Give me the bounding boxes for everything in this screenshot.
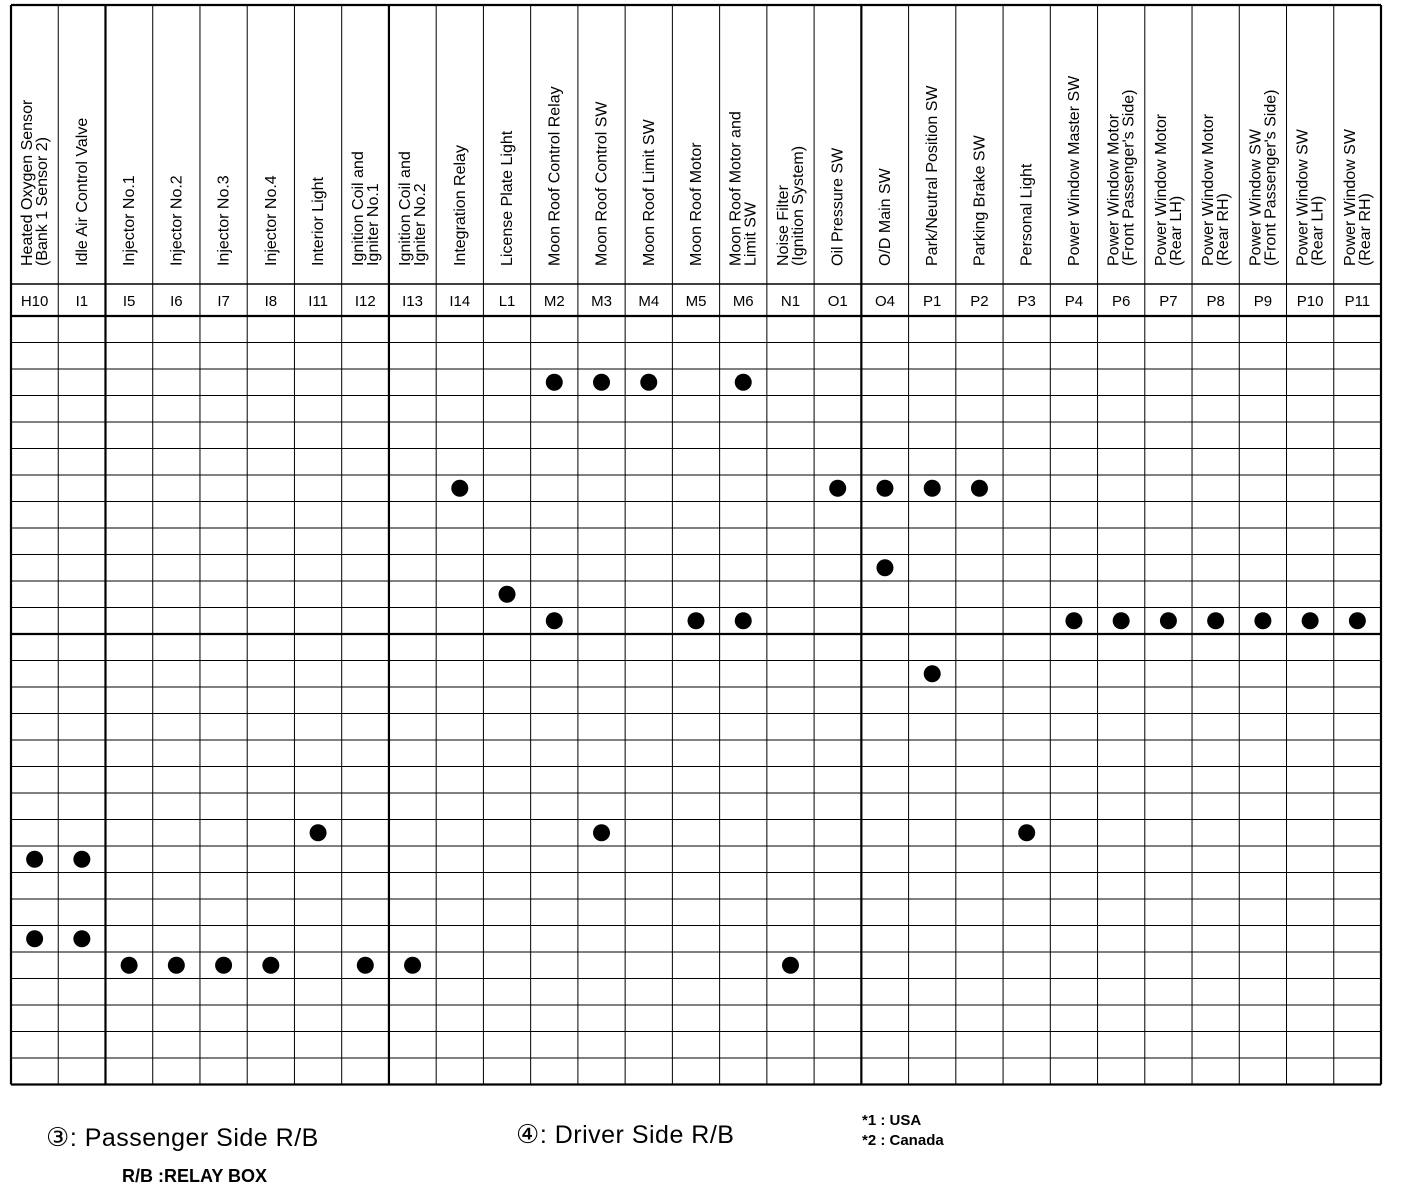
- connection-dot: [876, 559, 893, 576]
- footnote-canada: *2 : Canada: [862, 1132, 944, 1149]
- legend-passenger-text: : Passenger Side R/B: [69, 1124, 319, 1152]
- column-header-label: Igniter No.1: [364, 183, 382, 266]
- connector-code: O4: [874, 293, 895, 310]
- legend-driver-text: : Driver Side R/B: [539, 1121, 735, 1149]
- column-header-label: Moon Roof Motor and: [727, 111, 745, 266]
- connection-dot: [1160, 612, 1177, 629]
- connection-dot: [451, 480, 468, 497]
- connector-code: H10: [20, 293, 49, 310]
- column-header-label: Limit SW: [742, 202, 760, 266]
- circled-four-symbol: ④: [516, 1119, 540, 1149]
- connection-dot: [924, 665, 941, 682]
- column-header-label: (Ignition System): [789, 145, 807, 266]
- connector-code: I8: [264, 293, 278, 310]
- connection-dot: [73, 851, 90, 868]
- column-header-label: (Front Passenger's Side): [1262, 89, 1280, 266]
- connector-code: M2: [543, 293, 565, 310]
- connection-dot: [73, 930, 90, 947]
- legend-driver-side: [516, 1119, 734, 1150]
- connection-dot: [876, 480, 893, 497]
- column-header-label: Moon Roof Control SW: [593, 101, 611, 266]
- connector-code: P1: [923, 293, 942, 310]
- connector-code: P7: [1159, 293, 1178, 310]
- connection-dot: [1254, 612, 1271, 629]
- connection-dot: [971, 480, 988, 497]
- connection-dot: [782, 957, 799, 974]
- connection-dot: [688, 612, 705, 629]
- column-header-label: Injector No.4: [262, 175, 280, 266]
- connection-dot: [735, 374, 752, 391]
- connection-dot: [499, 586, 516, 603]
- connection-dot: [546, 612, 563, 629]
- connector-code: N1: [780, 293, 801, 310]
- column-header-label: Igniter No.2: [412, 183, 430, 266]
- connector-code: M6: [732, 293, 754, 310]
- connection-dot: [168, 957, 185, 974]
- connection-dot: [924, 480, 941, 497]
- column-header-label: Ignition Coil and: [397, 151, 415, 266]
- connection-dot: [404, 957, 421, 974]
- column-header-label: Interior Light: [310, 177, 328, 266]
- connection-dot: [829, 480, 846, 497]
- connection-dot: [262, 957, 279, 974]
- connection-dot: [735, 612, 752, 629]
- connector-code: L1: [498, 293, 516, 310]
- connector-code: P3: [1017, 293, 1036, 310]
- connection-dot: [215, 957, 232, 974]
- connector-code: M5: [685, 293, 707, 310]
- column-header-label: Power Window SW: [1294, 129, 1312, 266]
- column-header-label: Power Window Motor: [1152, 113, 1170, 266]
- column-header-label: (Rear LH): [1309, 195, 1327, 266]
- column-header-label: Moon Roof Control Relay: [546, 86, 564, 266]
- connector-code: M3: [591, 293, 612, 310]
- connection-dot: [357, 957, 374, 974]
- column-header-label: (Rear LH): [1167, 195, 1185, 266]
- connector-code: P8: [1206, 293, 1225, 310]
- column-header-label: (Bank 1 Sensor 2): [34, 137, 52, 266]
- column-header-label: (Rear RH): [1356, 193, 1374, 266]
- column-header-label: Moon Roof Motor: [688, 142, 705, 266]
- connection-dot: [1018, 824, 1035, 841]
- column-header-label: Oil Pressure SW: [829, 147, 847, 266]
- connection-dot: [1207, 612, 1224, 629]
- column-header-label: Power Window Master SW: [1065, 75, 1083, 266]
- column-header-label: (Front Passenger's Side): [1120, 89, 1138, 266]
- column-header-label: Power Window Motor: [1105, 113, 1123, 266]
- connection-dot: [1113, 612, 1130, 629]
- connection-dot: [1065, 612, 1082, 629]
- column-header-label: Power Window SW: [1341, 129, 1359, 266]
- connection-dot: [593, 374, 610, 391]
- connector-code: I6: [170, 293, 183, 310]
- connection-dot: [310, 824, 327, 841]
- connector-code: P10: [1296, 293, 1324, 310]
- connector-code: P6: [1111, 293, 1131, 310]
- legend-passenger-side: [46, 1122, 319, 1153]
- column-header-label: Injector No.2: [168, 175, 186, 266]
- connector-code: P11: [1344, 293, 1371, 310]
- connection-dot: [26, 851, 43, 868]
- connection-dot: [640, 374, 657, 391]
- connection-dot: [1349, 612, 1366, 629]
- footnote-usa: *1 : USA: [862, 1112, 922, 1129]
- footnotes: [862, 1111, 944, 1151]
- connector-code: I1: [75, 293, 89, 310]
- connector-code: M4: [638, 293, 660, 310]
- connection-dot: [593, 824, 610, 841]
- column-header-label: (Rear RH): [1215, 193, 1233, 266]
- column-header-label: Injector No.1: [121, 175, 139, 266]
- connector-code: O1: [827, 293, 848, 310]
- column-header-label: Idle Air Control Valve: [73, 117, 91, 267]
- column-header-label: Heated Oxygen Sensor: [19, 99, 37, 266]
- connector-code: I5: [122, 293, 136, 310]
- relay-box-note: R/B :RELAY BOX: [122, 1166, 268, 1186]
- connector-code: I11: [308, 293, 328, 310]
- column-header-label: Moon Roof Limit SW: [640, 119, 658, 266]
- column-header-label: License Plate Light: [499, 130, 517, 266]
- column-header-label: O/D Main SW: [876, 168, 894, 266]
- circled-three-symbol: ③: [46, 1122, 70, 1152]
- connector-code: P2: [970, 293, 989, 310]
- connector-code: I13: [402, 293, 423, 310]
- column-header-label: Integration Relay: [451, 145, 469, 266]
- column-header-label: Parking Brake SW: [971, 135, 989, 266]
- column-header-label: Injector No.3: [215, 175, 233, 266]
- column-header-label: Power Window Motor: [1200, 113, 1218, 266]
- connection-dot: [1302, 612, 1319, 629]
- column-header-label: Personal Light: [1018, 163, 1036, 266]
- column-header-label: Noise Filter: [774, 185, 792, 266]
- connector-code: I14: [449, 293, 471, 310]
- column-header-label: Ignition Coil and: [349, 151, 367, 266]
- column-header-label: Park/Neutral Position SW: [924, 85, 942, 266]
- connector-code: P9: [1253, 293, 1273, 310]
- connector-code: P4: [1064, 293, 1084, 310]
- connection-dot: [546, 374, 563, 391]
- column-header-label: Power Window SW: [1247, 129, 1265, 266]
- connection-dot: [26, 930, 43, 947]
- connector-code: I12: [354, 293, 376, 310]
- connection-dot: [121, 957, 138, 974]
- connector-code: I7: [217, 293, 230, 310]
